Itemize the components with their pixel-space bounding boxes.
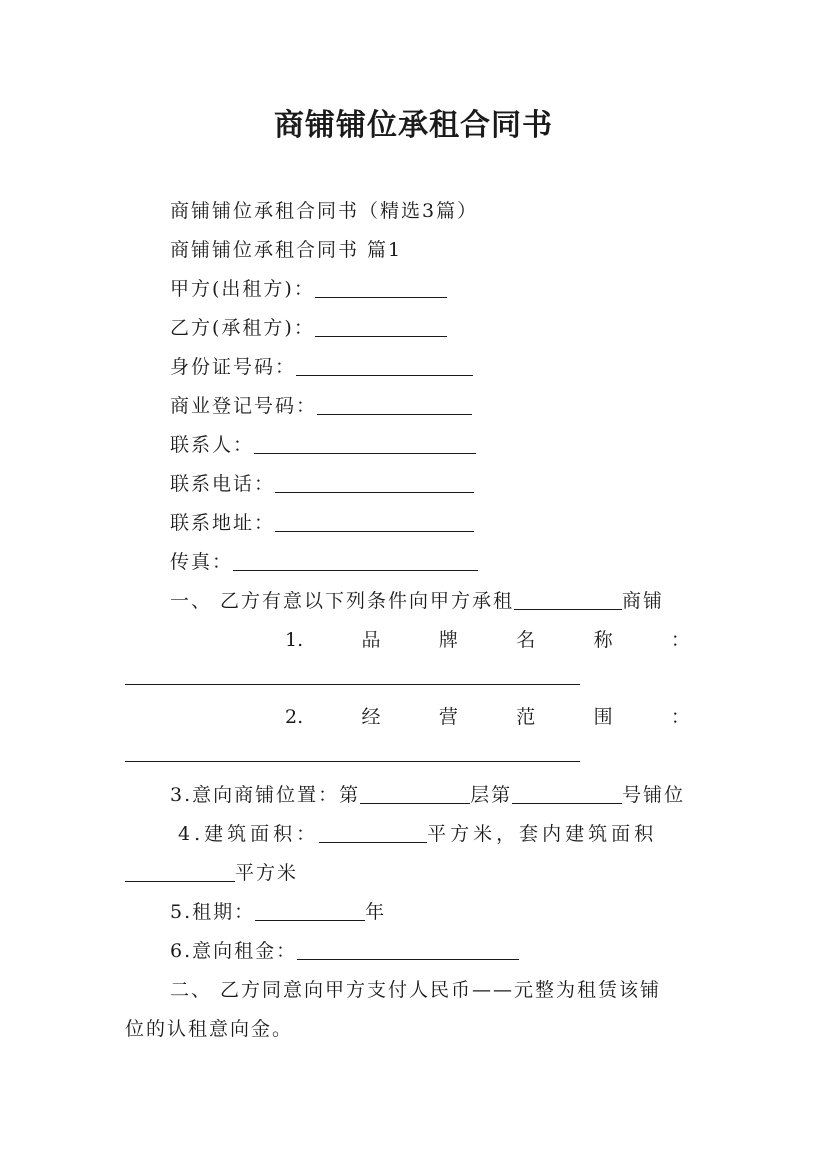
business-reg-field [170,393,472,419]
rent-row [170,938,519,964]
contact-address-blank[interactable] [275,511,474,532]
building-area-blank[interactable] [319,822,427,843]
business-scope-num: 2. [285,706,304,728]
document-title: 商铺铺位承租合同书 [274,108,553,143]
section-heading: 商铺铺位承租合同书 篇1 [170,239,403,261]
party-b-field [170,315,447,341]
area-row-cont [125,860,298,886]
brand-name-char: 称 [593,629,613,651]
area-prefix: 4.建筑面积： [178,823,320,845]
shop-blank[interactable] [514,589,622,610]
fax-blank[interactable] [233,550,478,571]
term-blank[interactable] [255,900,365,921]
business-scope-row [285,704,690,730]
rent-prefix: 6.意向租金： [170,940,298,962]
area-suffix: 平方米 [235,862,299,884]
area-row [178,821,657,847]
brand-name-blank[interactable] [125,684,580,685]
position-suffix: 号铺位 [622,784,686,806]
area-mid: 平方米，套内建筑面积 [427,823,658,845]
brand-name-colon: ： [670,629,690,651]
floor-blank[interactable] [360,783,470,804]
contact-person-field [170,432,476,458]
shop-number-blank[interactable] [512,783,622,804]
business-scope-blank[interactable] [125,761,580,762]
brand-name-row [285,627,690,653]
contact-address-field [170,510,474,536]
party-a-blank[interactable] [315,277,447,298]
clause-two-line2: 位的认租意向金。 [125,1018,294,1040]
brand-name-num: 1. [285,629,304,651]
contact-phone-label: 联系电话： [170,473,276,495]
id-number-label: 身份证号码： [170,356,297,378]
intro-line: 商铺铺位承租合同书（精选3篇） [170,200,479,222]
contact-person-blank[interactable] [254,433,476,454]
brand-name-char: 品 [361,629,381,651]
rent-blank[interactable] [297,939,519,960]
party-a-field [170,276,447,302]
business-scope-char: 营 [438,706,458,728]
term-row [170,899,386,925]
business-scope-char: 范 [516,706,536,728]
term-prefix: 5.租期： [170,901,256,923]
brand-name-char: 名 [516,629,536,651]
business-reg-label: 商业登记号码： [170,395,318,417]
contact-address-label: 联系地址： [170,512,276,534]
id-number-blank[interactable] [296,355,473,376]
business-scope-colon: ： [670,706,690,728]
clause-two-line1: 二、 乙方同意向甲方支付人民币——元整为租赁该铺 [170,979,662,1001]
clause-one [170,588,664,614]
term-suffix: 年 [365,901,387,923]
party-a-label: 甲方(出租方)： [170,278,315,300]
contact-phone-blank[interactable] [275,472,474,493]
party-b-label: 乙方(承租方)： [170,317,315,339]
fax-label: 传真： [170,551,234,573]
position-row [170,782,685,808]
contact-person-label: 联系人： [170,434,255,456]
position-mid: 层第 [470,784,513,806]
business-scope-char: 经 [361,706,381,728]
contact-phone-field [170,471,474,497]
clause-one-prefix: 一、 乙方有意以下列条件向甲方承租 [170,590,515,612]
business-scope-char: 围 [593,706,613,728]
id-number-field [170,354,473,380]
brand-name-char: 牌 [438,629,458,651]
position-prefix: 3.意向商铺位置：第 [170,784,361,806]
business-reg-blank[interactable] [317,394,472,415]
inner-area-blank[interactable] [125,861,235,882]
clause-one-suffix: 商铺 [622,590,665,612]
party-b-blank[interactable] [315,316,447,337]
fax-field [170,549,478,575]
